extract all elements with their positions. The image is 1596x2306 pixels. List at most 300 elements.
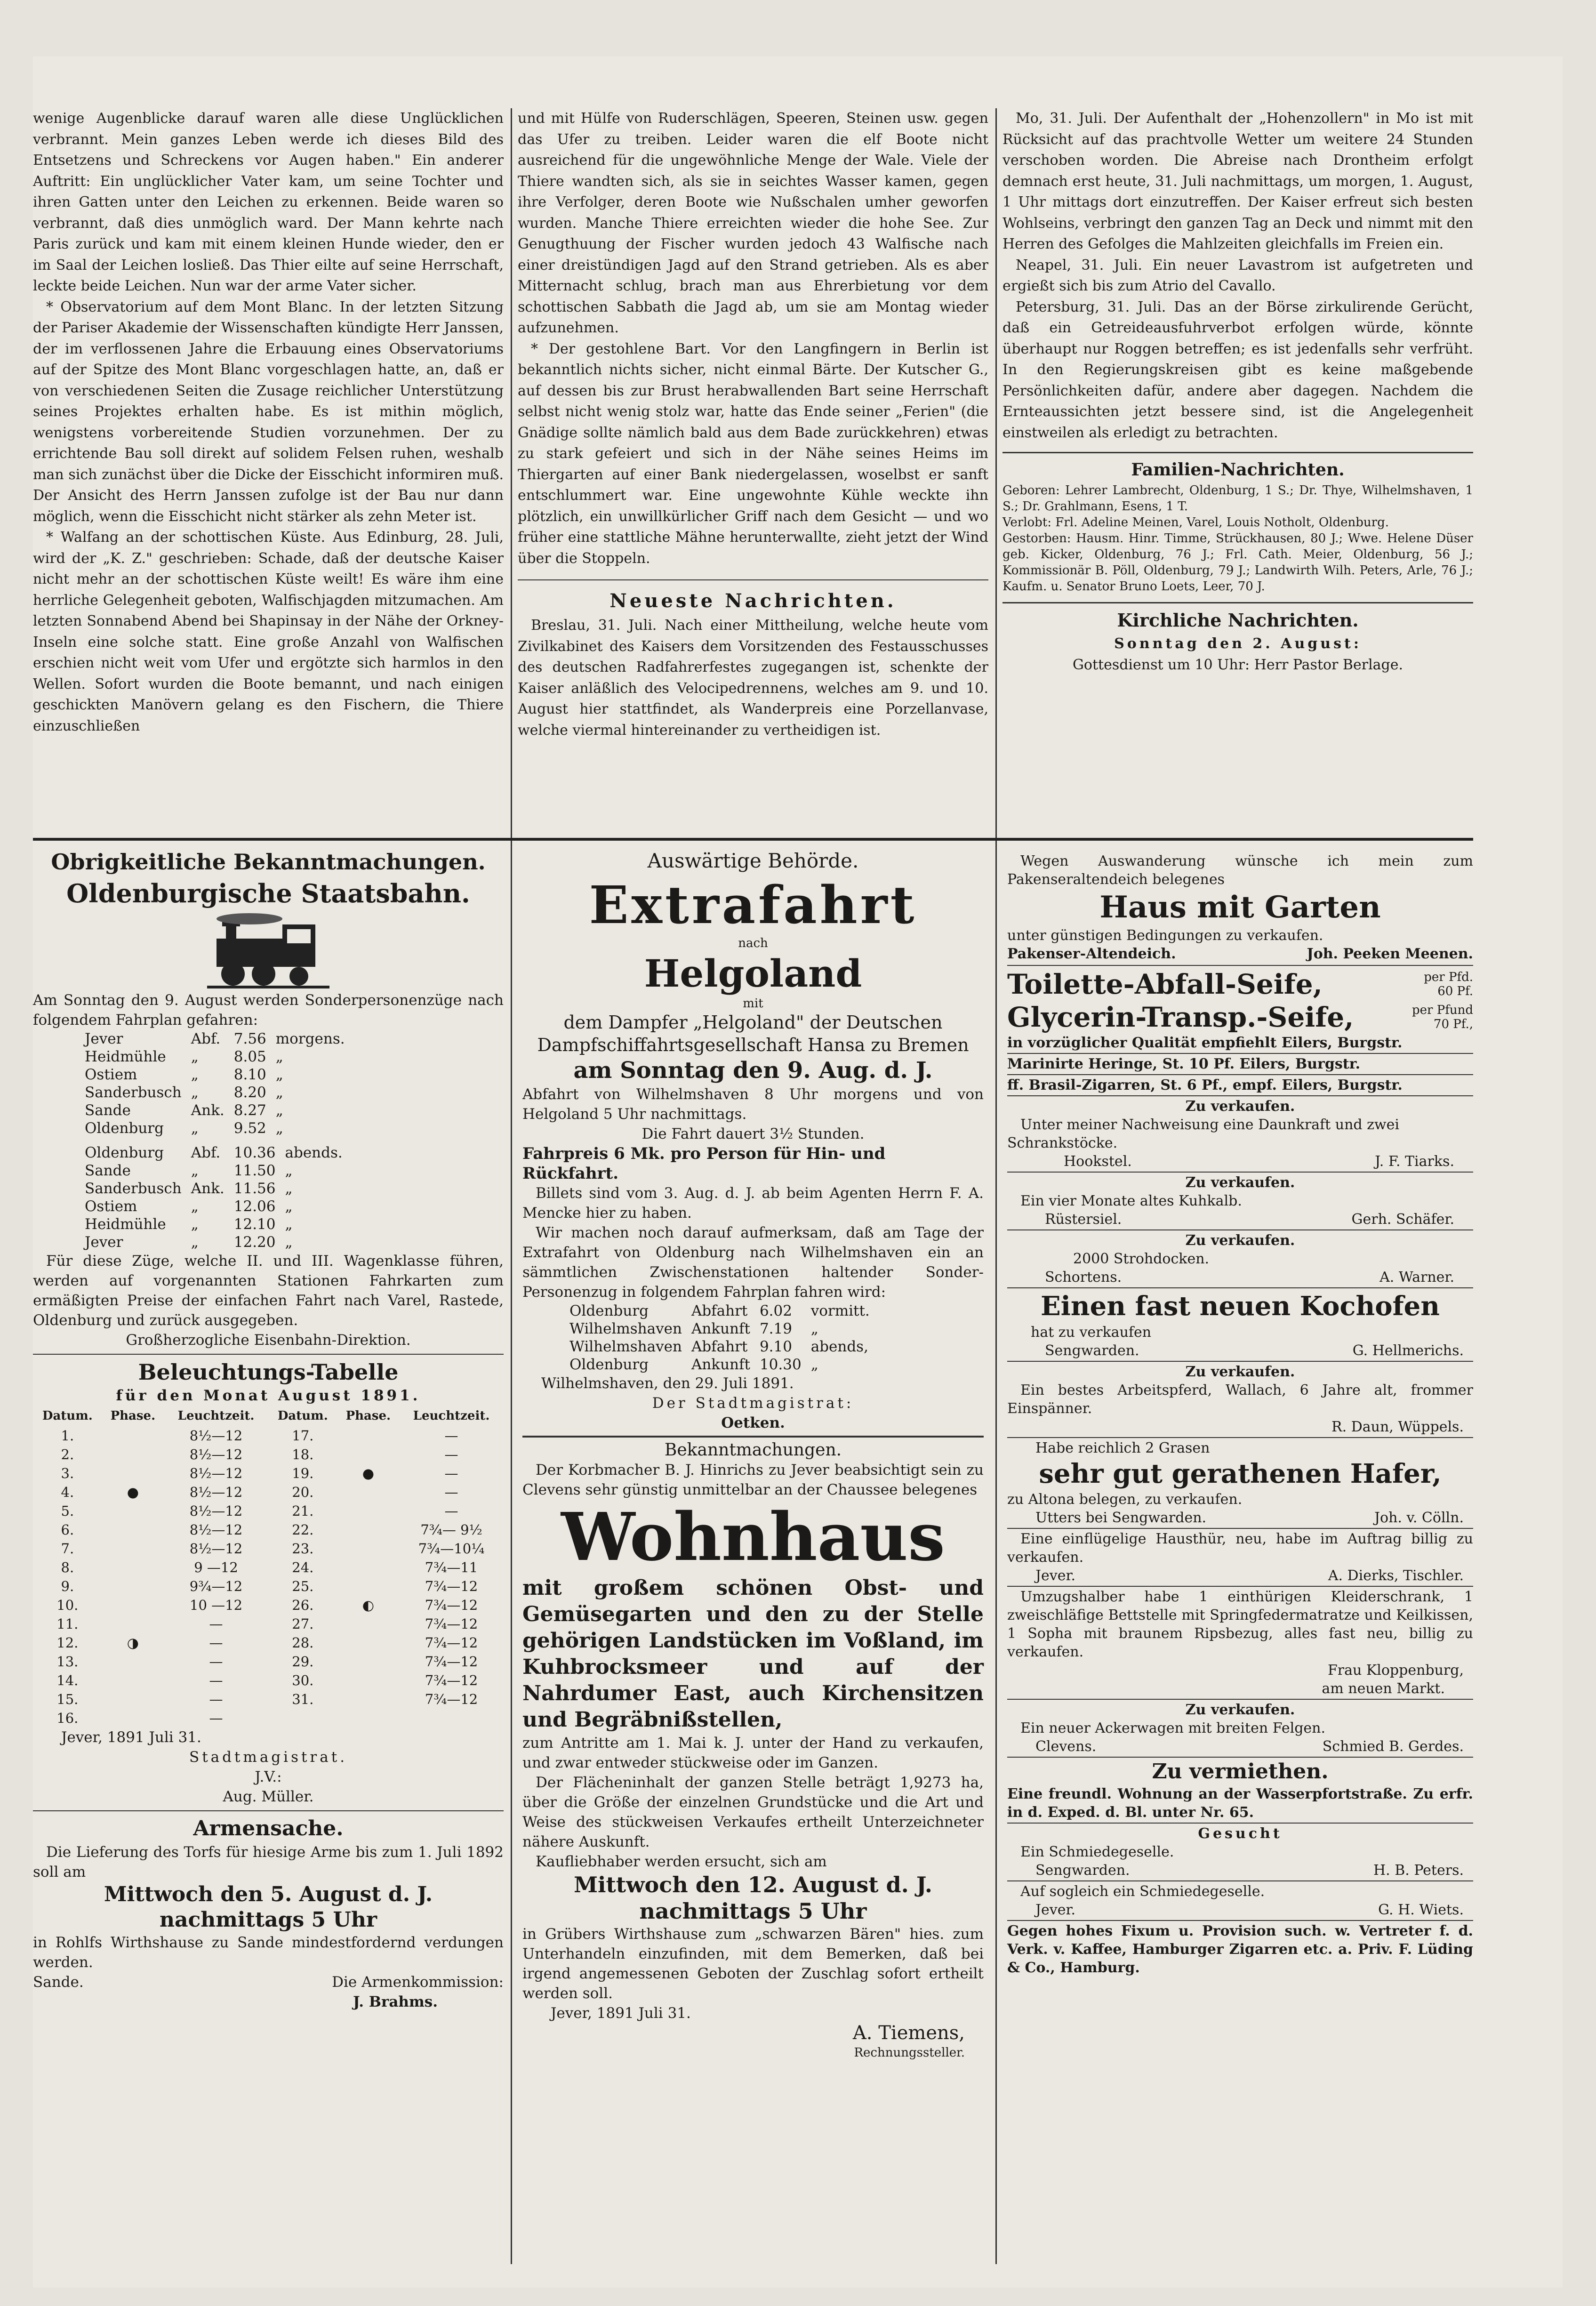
beleuchtung-row xyxy=(33,1577,504,1596)
beleuchtung-sign-1: Stadtmagistrat. xyxy=(189,1749,348,1766)
fahrplan-row xyxy=(80,1066,350,1084)
beleuchtung-row xyxy=(33,1426,504,1445)
fahrplan-cell: „ xyxy=(810,1320,818,1337)
fahrplan-row xyxy=(565,1320,874,1338)
fahrplan-cell: Heidmühle xyxy=(85,1216,166,1233)
moon-phase-icon xyxy=(102,1558,164,1577)
wohnhaus-sign-2: Rechnungssteller. xyxy=(854,2046,965,2060)
ad-title-hafer: sehr gut gerathenen Hafer, xyxy=(1039,1458,1442,1489)
section-title-kirchliche: Kirchliche Nachrichten. xyxy=(1117,610,1359,631)
beleuchtung-row xyxy=(33,1483,504,1502)
extrafahrt-nach: nach xyxy=(738,936,768,950)
ad-title-vermiethen: Zu vermiethen. xyxy=(1152,1760,1329,1784)
beleuchtung-row xyxy=(33,1709,504,1727)
beleuchtung-cell: 7. xyxy=(61,1541,74,1557)
zv3-sign: A. Warner. xyxy=(1379,1269,1454,1286)
beleuchtung-cell: 7¾—12 xyxy=(425,1654,478,1670)
fahrplan-cell: „ xyxy=(285,1198,293,1215)
fahrplan-cell: Wilhelmshaven xyxy=(569,1338,682,1355)
haustuer-text: Eine einflügelige Hausthür, neu, habe im Auftrag billig zu verkaufen. xyxy=(1007,1531,1473,1566)
zv3-text: 2000 Strohdocken. xyxy=(1073,1251,1210,1267)
beleuchtung-cell: 20. xyxy=(292,1484,314,1500)
umzug-text: Umzugshalber habe 1 einthürigen Kleiderschrank, 1 zweischläfige Bettstelle mit Springfedermatratze und Keilkissen, 1 Sopha mit braunem Ripsbezug, alles fast neu, billig zu verkaufen. xyxy=(1007,1589,1473,1660)
fahrplan-cell: Jever xyxy=(85,1030,123,1047)
ad-zigarren: ff. Brasil-Zigarren, St. 6 Pf., empf. Eilers, Burgstr. xyxy=(1007,1077,1403,1093)
familien-geboren: Geboren: Lehrer Lambrecht, Oldenburg, 1 S.; Dr. Thye, Wilhelmshaven, 1 S.; Dr. Grahlmann, Esens, 1 T. xyxy=(1003,483,1473,514)
fahrplan-cell: Abfahrt xyxy=(691,1302,748,1319)
seife-1-price: per Pfd. 60 Pf. xyxy=(1424,970,1473,998)
zv5-text: Ein neuer Ackerwagen mit breiten Felgen. xyxy=(1020,1720,1326,1736)
ad-seife-1: Toilette-Abfall-Seife, xyxy=(1007,968,1323,1000)
ges-text: Ein Schmiedegeselle. xyxy=(1020,1844,1174,1860)
fahrplan-row xyxy=(565,1302,874,1320)
beleuchtung-row xyxy=(33,1445,504,1464)
beleuchtung-cell: — xyxy=(444,1446,458,1462)
beleuchtung-cell: 7¾—11 xyxy=(425,1559,478,1575)
extrafahrt-sign-1: Der Stadtmagistrat: xyxy=(652,1395,854,1412)
fahrplan-row xyxy=(565,1356,874,1374)
beleuchtung-cell: 13. xyxy=(56,1654,79,1670)
ad-title-kochofen: Einen fast neuen Kochofen xyxy=(1040,1291,1440,1322)
fahrplan-cell: 8.10 xyxy=(233,1066,266,1083)
beleuchtung-cell: 25. xyxy=(292,1578,314,1594)
ad-title-helgoland: Helgoland xyxy=(644,951,862,996)
fahrplan-cell: 7.19 xyxy=(759,1320,792,1337)
fahrplan-table-1 xyxy=(80,1030,350,1137)
wohnhaus-kauf-2: in Grübers Wirthshause zum „schwarzen Bären" hies. zum Unterhandeln einzufinden, mit dem Bemerken, daß bei irgend angemessenen Geboten der Zuschlag sofort ertheilt werden soll. xyxy=(522,1926,984,2002)
ges2-sign: G. H. Wiets. xyxy=(1378,1902,1464,1918)
beleuchtung-header: Phase. xyxy=(345,1409,391,1423)
beleuchtung-table xyxy=(33,1406,504,1727)
beleuchtung-row xyxy=(33,1502,504,1520)
seife-2-price: per Pfund 70 Pf., xyxy=(1412,1003,1473,1031)
fahrplan-cell: 12.06 xyxy=(233,1198,276,1215)
fahrplan-row xyxy=(565,1338,874,1356)
beleuchtung-cell: 8½—12 xyxy=(189,1522,243,1538)
garten-sign: Joh. Peeken Meenen. xyxy=(1307,946,1473,962)
fahrplan-cell: 9.52 xyxy=(233,1120,266,1137)
fahrplan-row xyxy=(80,1101,350,1119)
beleuchtung-cell: 8½—12 xyxy=(189,1541,243,1557)
article-neapel: Neapel, 31. Juli. Ein neuer Lavastrom ist aufgetreten und ergießt sich bis zum Atrio del Cavallo. xyxy=(1003,257,1473,294)
extrafahrt-mit: mit xyxy=(743,996,763,1011)
extrafahrt-dampfer: dem Dampfer „Helgoland" der Deutschen Dampfschiffahrtsgesellschaft Hansa zu Bremen xyxy=(537,1012,969,1055)
moon-phase-icon: ● xyxy=(362,1465,375,1481)
beleuchtung-header: Datum. xyxy=(277,1409,328,1423)
koch-sign: G. Hellmerichs. xyxy=(1352,1342,1464,1359)
newspaper-page xyxy=(33,56,1563,2288)
fahrplan-cell: 10.36 xyxy=(233,1144,276,1161)
beleuchtung-row xyxy=(33,1596,504,1615)
fahrplan-cell: 9.10 xyxy=(759,1338,792,1355)
fahrplan-cell: „ xyxy=(285,1216,293,1233)
fahrplan-cell: 12.10 xyxy=(233,1216,276,1233)
beleuchtung-cell: 27. xyxy=(292,1616,314,1632)
hafer-sign: Joh. v. Cölln. xyxy=(1374,1510,1464,1526)
moon-phase-icon xyxy=(102,1426,164,1445)
fahrplan-cell: Sanderbusch xyxy=(85,1084,182,1101)
ges-sign: H. B. Peters. xyxy=(1373,1862,1464,1879)
familien-verlobt: Verlobt: Frl. Adeline Meinen, Varel, Louis Notholt, Oldenburg. xyxy=(1003,515,1389,530)
zv4-sign: R. Daun, Wüppels. xyxy=(1331,1419,1464,1435)
fahrplan-cell: Sande xyxy=(85,1162,131,1179)
armen-sign-2: J. Brahms. xyxy=(353,1993,438,2010)
fahrplan-cell: Oldenburg xyxy=(85,1120,164,1137)
beleuchtung-cell: 7¾—12 xyxy=(425,1597,478,1613)
seife-text: in vorzüglicher Qualität empfiehlt Eilers, Burgstr. xyxy=(1007,1035,1403,1051)
beleuchtung-cell: 16. xyxy=(56,1710,79,1726)
haustuer-place: Jever. xyxy=(1035,1567,1076,1584)
beleuchtung-cell: — xyxy=(444,1428,458,1444)
zv3-title: Zu verkaufen. xyxy=(1185,1232,1295,1249)
moon-phase-icon xyxy=(337,1633,399,1652)
moon-phase-icon xyxy=(337,1445,399,1464)
fahrplan-cell: „ xyxy=(191,1234,199,1251)
zv2-text: Ein vier Monate altes Kuhkalb. xyxy=(1020,1193,1242,1209)
fahrplan-row xyxy=(80,1048,350,1066)
moon-phase-icon xyxy=(337,1709,399,1727)
beleuchtung-cell: 8½—12 xyxy=(189,1503,243,1519)
beleuchtung-row xyxy=(33,1671,504,1690)
ad-title-armensache: Armensache. xyxy=(193,1816,344,1840)
article-text: wenige Augenblicke darauf waren alle diese Unglücklichen verbrannt. Mein ganzes Leben werde ich dieses Bild des Entsetzens und Schreckens vor Augen haben." Ein anderer Auftritt: Ein unglücklicher Vater kam, um seine Tochter und ihren Gatten unter den Leichen zu erkennen. Beide waren so verbrannt, daß dies unmöglich ward. Der Mann kehrte nach Paris zurück und kam mit einem kleinen Hunde wieder, den er im Saal der Leichen losließ. Das Thier eilte auf seine Herrschaft, leckte beide Leichen. Nun war der arme Vater sicher. xyxy=(33,110,504,294)
fahrplan-row xyxy=(80,1180,347,1197)
beleuchtung-cell: 29. xyxy=(292,1654,314,1670)
fahrplan-row xyxy=(80,1119,350,1137)
beleuchtung-cell xyxy=(268,1709,337,1727)
moon-phase-icon: ◐ xyxy=(362,1597,375,1613)
beleuchtung-cell: 7¾—12 xyxy=(425,1578,478,1594)
zv1-title: Zu verkaufen. xyxy=(1185,1098,1295,1115)
extrafahrt-billets: Billets sind vom 3. Aug. d. J. ab beim Agenten Herrn F. A. Mencke hier zu haben. xyxy=(522,1185,984,1221)
moon-phase-icon xyxy=(337,1558,399,1577)
zv5-sign: Schmied B. Gerdes. xyxy=(1322,1738,1464,1755)
garten-text-2: unter günstigen Bedingungen zu verkaufen. xyxy=(1007,927,1323,944)
beleuchtung-cell xyxy=(399,1709,504,1727)
beleuchtung-cell: 8½—12 xyxy=(189,1446,243,1462)
beleuchtung-cell: 14. xyxy=(56,1672,79,1688)
fahrplan-note: Für diese Züge, welche II. und III. Wagenklasse führen, werden auf vorgenannten Stationen Fahrkarten zum ermäßigten Preise der einfachen Fahrt nach Varel, Rastede, Oldenburg und zurück ausgegeben. xyxy=(33,1253,504,1329)
beleuchtung-cell: 23. xyxy=(292,1541,314,1557)
beleuchtung-cell: 8½—12 xyxy=(189,1465,243,1481)
umzug-sign-1: Frau Kloppenburg, xyxy=(1327,1662,1464,1679)
moon-phase-icon xyxy=(337,1671,399,1690)
beleuchtung-cell: — xyxy=(444,1484,458,1500)
verm-text: Eine freundl. Wohnung an der Wasserpfortstraße. Zu erfr. in d. Exped. d. Bl. unter Nr. 65. xyxy=(1007,1786,1473,1821)
article-walfang: * Walfang an der schottischen Küste. Aus Edinburg, 28. Juli, wird der „K. Z." geschrieben: Schade, daß der deutsche Kaiser nicht mehr an der schottischen Küste weilt! Es wäre ihm eine herrliche Gelegenheit geboten, Walfischjagden mitzumachen. Am letzten Sonnabend Abend bei Shapinsay in der Nähe der Orkney-Inseln eine solche statt. Eine große Anzahl von Walfischen erschien nicht weit vom Ufer und ergötzte sich harmlos in den Wellen. Sofort wurden die Boote bemannt, und nach einigen geschickten Manövern gelang es den Fischern, die Thiere einzuschließen xyxy=(33,529,504,734)
ad-heringe: Marinirte Heringe, St. 10 Pf. Eilers, Burgstr. xyxy=(1007,1056,1361,1072)
ads-column-2 xyxy=(522,847,984,2063)
fahrplan-cell: Oldenburg xyxy=(569,1356,649,1373)
beleuchtung-cell: 21. xyxy=(292,1503,314,1519)
beleuchtung-cell: 9¾—12 xyxy=(189,1578,243,1594)
umzug-sign-2: am neuen Markt. xyxy=(1322,1680,1445,1697)
wohnhaus-kauf: Kaufliebhaber werden ersucht, sich am xyxy=(536,1853,827,1870)
locomotive-icon xyxy=(198,910,339,990)
beleuchtung-header: Phase. xyxy=(110,1409,156,1423)
article-column-2 xyxy=(518,108,988,741)
fahrplan-cell: 7.56 xyxy=(233,1030,266,1047)
article-breslau: Breslau, 31. Juli. Nach einer Mittheilung, welche heute vom Zivilkabinet des Kaisers dem Vorsitzenden des Festausschusses des deutschen Radfahrerfestes zugegangen ist, schenkte der Kaiser anläßlich des Velocipedrennens, welches am 9. und 10. August hier stattfindet, als Wanderpreis eine Porzellanvase, welche viermal hintereinander zu vertheidigen ist. xyxy=(518,617,988,739)
beleuchtung-cell: 22. xyxy=(292,1522,314,1538)
moon-phase-icon xyxy=(102,1502,164,1520)
fahrplan-cell: Oldenburg xyxy=(569,1302,649,1319)
wohnhaus-antritt: zum Antritte am 1. Mai k. J. unter der Hand zu verkaufen, und zwar entweder stückweise oder im Ganzen. xyxy=(522,1735,984,1771)
beleuchtung-cell: 10. xyxy=(56,1597,79,1613)
beleuchtung-cell: — xyxy=(209,1672,223,1688)
extrafahrt-sign-2: Oetken. xyxy=(721,1414,785,1431)
ad-head-auswaertig: Auswärtige Behörde. xyxy=(647,849,859,872)
zv1-sign: J. F. Tiarks. xyxy=(1375,1153,1454,1170)
beleuchtung-cell: 5. xyxy=(61,1503,74,1519)
beleuchtung-row xyxy=(33,1520,504,1539)
beleuchtung-cell: 28. xyxy=(292,1635,314,1651)
extrafahrt-abfahrt: Abfahrt von Wilhelmshaven 8 Uhr morgens und von Helgoland 5 Uhr nachmittags. xyxy=(522,1086,984,1123)
beleuchtung-cell: 3. xyxy=(61,1465,74,1481)
kirchliche-line2: Gottesdienst um 10 Uhr: Herr Pastor Berlage. xyxy=(1072,656,1404,673)
fahrplan-cell: „ xyxy=(275,1048,283,1065)
fahrplan-row xyxy=(80,1233,347,1251)
beleuchtung-cell: 8½—12 xyxy=(189,1484,243,1500)
beleuchtung-cell: 7¾— 9½ xyxy=(420,1522,482,1538)
vertreter-text: Gegen hohes Fixum u. Provision such. w. Vertreter f. d. Verk. v. Kaffee, Hamburger Zigarren etc. a. Priv. F. Lüding & Co., Hamburg. xyxy=(1007,1923,1473,1976)
wohnhaus-text: mit großem schönen Obst- und Gemüsegarten und den zu der Stelle gehörigen Landstücken im Voßland, im Kuhbrocksmeer und auf der Nahrdumer East, auch Kirchensitzen und Begräbnißstellen, xyxy=(522,1576,984,1732)
fahrplan-cell: „ xyxy=(191,1216,199,1233)
beleuchtung-cell: 2. xyxy=(61,1446,74,1462)
garten-text: Wegen Auswanderung wünsche ich mein zum Pakenseraltendeich belegenes xyxy=(1007,853,1473,888)
extrafahrt-date: am Sonntag den 9. Aug. d. J. xyxy=(573,1057,933,1084)
fahrplan-cell: Jever xyxy=(85,1234,123,1251)
fahrplan-cell: „ xyxy=(275,1084,283,1101)
fahrplan-cell: „ xyxy=(285,1162,293,1179)
beleuchtung-cell: 8. xyxy=(61,1559,74,1575)
beleuchtung-row xyxy=(33,1690,504,1709)
moon-phase-icon xyxy=(102,1520,164,1539)
familien-gestorben: Gestorben: Hausm. Hinr. Timme, Strückhausen, 80 J.; Wwe. Helene Düser geb. Kicker, Oldenburg, 76 J.; Frl. Cath. Meier, Oldenburg, 56 J.; Kommissionär B. Pöll, Oldenburg, 79 J.; Landwirth Wilh. Peters, Arle, 76 J.; Kaufm. u. Senator Bruno Loets, Leer, 70 J. xyxy=(1003,531,1473,594)
beleuchtung-cell: — xyxy=(444,1503,458,1519)
armen-sign-1: Die Armenkommission: xyxy=(332,1974,504,1991)
section-title-neueste: Neueste Nachrichten. xyxy=(610,590,897,612)
fahrplan-cell: Abf. xyxy=(191,1144,221,1161)
fahrplan-cell: „ xyxy=(275,1120,283,1137)
fahrplan-cell: 11.50 xyxy=(233,1162,276,1179)
article-column-3 xyxy=(1003,108,1473,675)
fahrplan-cell: „ xyxy=(810,1356,818,1373)
beleuchtung-sub: für den Monat August 1891. xyxy=(116,1387,421,1404)
fahrplan-cell: Abfahrt xyxy=(691,1338,748,1355)
beleuchtung-row xyxy=(33,1652,504,1671)
hafer-place: Utters bei Sengwarden. xyxy=(1035,1510,1207,1526)
beleuchtung-cell: 7¾—12 xyxy=(425,1691,478,1707)
fahrplan-cell: vormitt. xyxy=(810,1302,870,1319)
beleuchtung-cell: — xyxy=(209,1616,223,1632)
fahrplan-cell: 10.30 xyxy=(759,1356,802,1373)
beleuchtung-sign-3: Aug. Müller. xyxy=(223,1788,314,1805)
beleuchtung-cell: 6. xyxy=(61,1522,74,1538)
beleuchtung-cell: 7¾—12 xyxy=(425,1616,478,1632)
zv2-title: Zu verkaufen. xyxy=(1185,1174,1295,1191)
ad-seife-2: Glycerin-Transp.-Seife, xyxy=(1007,1001,1354,1033)
fahrplan-cell: „ xyxy=(191,1120,199,1137)
fahrplan-sign: Großherzogliche Eisenbahn-Direktion. xyxy=(126,1332,411,1349)
fahrplan-cell: 6.02 xyxy=(759,1302,792,1319)
moon-phase-icon xyxy=(102,1445,164,1464)
fahrplan-cell: Abf. xyxy=(191,1030,221,1047)
article-text: und mit Hülfe von Ruderschlägen, Speeren, Steinen usw. gegen das Ufer zu treiben. Leider waren die elf Boote nicht ausreichend für die ungewöhnliche Menge der Wale. Viele der Thiere wandten sich, als sie in seichtes Wasser kamen, gegen ihre Verfolger, deren Boote wie Nußschalen umher geworfen wurden. Manche Thiere erreichten wieder die hohe See. Zur Genugthuung der Fischer wurden jedoch 43 Walfische nach einer dreistündigen Jagd auf den Strand getrieben. Als es aber Mitternacht schlug, brach man aus Ehrerbietung vor dem schottischen Sabbath die Jagd ab, um sie am Montag wieder aufzunehmen. xyxy=(518,110,988,336)
ad-title-wohnhaus: Wohnhaus xyxy=(561,1499,945,1576)
beleuchtung-cell: 18. xyxy=(292,1446,314,1462)
moon-phase-icon xyxy=(337,1483,399,1502)
wohnhaus-flaeche: Der Flächeninhalt der ganzen Stelle beträgt 1,9273 ha, über die Größe der einzelnen Grundstücke und die Art und Weise des stückweisen Verkaufes ertheilt Unterzeichneter nähere Auskunft. xyxy=(522,1774,984,1850)
beleuchtung-cell: — xyxy=(209,1654,223,1670)
beleuchtung-row xyxy=(33,1558,504,1577)
fahrplan-row xyxy=(80,1084,350,1101)
fahrplan-cell: „ xyxy=(285,1180,293,1197)
armen-text-2: in Rohlfs Wirthshause zu Sande mindestfordernd verdungen werden. xyxy=(33,1934,504,1971)
fahrplan-row xyxy=(80,1144,347,1162)
moon-phase-icon xyxy=(102,1596,164,1615)
wohnhaus-date: Jever, 1891 Juli 31. xyxy=(551,2005,691,2022)
fahrplan-row xyxy=(80,1197,347,1215)
beleuchtung-cell: 31. xyxy=(292,1691,314,1707)
hafer-text: Habe reichlich 2 Grasen xyxy=(1035,1440,1210,1456)
fahrplan-cell: Oldenburg xyxy=(85,1144,164,1161)
beleuchtung-cell: — xyxy=(209,1691,223,1707)
beleuchtung-cell: 1. xyxy=(61,1428,74,1444)
fahrplan-cell: Ostiem xyxy=(85,1198,137,1215)
fahrplan-cell: „ xyxy=(275,1102,283,1119)
beleuchtung-row xyxy=(33,1615,504,1633)
fahrplan-cell: Ankunft xyxy=(691,1356,750,1373)
ges2-place: Jever. xyxy=(1035,1902,1076,1918)
beleuchtung-cell: 7¾—12 xyxy=(425,1672,478,1688)
beleuchtung-row xyxy=(33,1464,504,1483)
moon-phase-icon xyxy=(102,1709,164,1727)
fahrplan-row xyxy=(80,1215,347,1233)
fahrplan-cell: Ank. xyxy=(191,1180,225,1197)
fahrplan-cell: „ xyxy=(191,1198,199,1215)
beleuchtung-cell: 9. xyxy=(61,1578,74,1594)
fahrplan-cell: morgens. xyxy=(275,1030,345,1047)
moon-phase-icon xyxy=(337,1577,399,1596)
moon-phase-icon xyxy=(337,1652,399,1671)
moon-phase-icon xyxy=(337,1426,399,1445)
beleuchtung-cell: 15. xyxy=(56,1691,79,1707)
beleuchtung-cell: 30. xyxy=(292,1672,314,1688)
fahrplan-cell: Wilhelmshaven xyxy=(569,1320,682,1337)
ges-title: Gesucht xyxy=(1198,1825,1283,1842)
extrafahrt-dauer: Die Fahrt dauert 3½ Stunden. xyxy=(642,1125,865,1142)
ges2-text: Auf sogleich ein Schmiedegeselle. xyxy=(1020,1883,1265,1900)
moon-phase-icon xyxy=(102,1577,164,1596)
armen-place: Sande. xyxy=(33,1974,84,1991)
beleuchtung-header: Leuchtzeit. xyxy=(177,1409,255,1423)
zv5-title: Zu verkaufen. xyxy=(1185,1702,1295,1718)
garten-place: Pakenser-Altendeich. xyxy=(1007,946,1176,962)
ad-title-extrafahrt: Extrafahrt xyxy=(589,875,917,935)
article-observatorium: * Observatorium auf dem Mont Blanc. In der letzten Sitzung der Pariser Akademie der Wissenschaften kündigte Herr Janssen, der im verflossenen Jahre die Erbauung eines Observatoriums auf der Spitze des Mont Blanc vorgeschlagen hatte, an, daß er von verschiedenen Seiten die Zusage reichlicher Unterstützung seines Projektes erhalten habe. Es ist mithin möglich, wenigstens vorbereitende Studien vorzunehmen. Der zu errichtende Bau soll direkt auf solidem Felsen ruhen, weshalb man sich zunächst über die Dicke der Eisschicht informiren muß. Der Ansicht des Herrn Janssen zufolge ist der Bau nur dann möglich, wenn die Eisschicht nicht stärker als zehn Meter ist. xyxy=(33,298,504,525)
beleuchtung-cell: 9 —12 xyxy=(194,1559,238,1575)
ad-title-bekanntmachungen: Bekanntmachungen. xyxy=(664,1440,842,1460)
fahrplan-cell: Ankunft xyxy=(691,1320,750,1337)
zv3-place: Schortens. xyxy=(1045,1269,1122,1286)
moon-phase-icon xyxy=(102,1539,164,1558)
extrafahrt-preis: Fahrpreis 6 Mk. pro Person für Hin- und Rückfahrt. xyxy=(522,1144,886,1183)
fahrplan-table-2 xyxy=(80,1144,347,1251)
extrafahrt-fahrplan xyxy=(565,1302,874,1374)
fahrplan-cell: „ xyxy=(191,1084,199,1101)
moon-phase-icon xyxy=(102,1615,164,1633)
moon-phase-icon xyxy=(337,1539,399,1558)
wohnhaus-sign-1: A. Tiemens, xyxy=(852,2022,965,2044)
beleuchtung-cell: 8½—12 xyxy=(189,1428,243,1444)
article-mo: Mo, 31. Juli. Der Aufenthalt der „Hohenzollern" in Mo ist mit Rücksicht auf das prachtvolle Wetter um weitere 24 Stunden verschoben worden. Die Abreise nach Drontheim erfolgt demnach erst heute, 31. Juli nachmittags, um morgen, 1. August, 1 Uhr mittags dort einzutreffen. Der Kaiser erfreut sich besten Wohlseins, verbringt den ganzen Tag an Deck und nimmt mit den Herren des Gefolges die Mahlzeiten gleichfalls im Freien ein. xyxy=(1003,110,1473,252)
beleuchtung-header: Leuchtzeit. xyxy=(413,1409,490,1423)
moon-phase-icon xyxy=(337,1690,399,1709)
zv1-place: Hookstel. xyxy=(1064,1153,1132,1170)
beleuchtung-sign-2: J.V.: xyxy=(255,1768,282,1785)
fahrplan-cell: Ostiem xyxy=(85,1066,137,1083)
armen-text: Die Lieferung des Torfs für hiesige Arme bis zum 1. Juli 1892 soll am xyxy=(33,1844,504,1880)
fahrplan-cell: abends, xyxy=(810,1338,868,1355)
fahrplan-cell: Sande xyxy=(85,1102,131,1119)
extrafahrt-datum: Wilhelmshaven, den 29. Juli 1891. xyxy=(541,1375,794,1392)
fahrplan-cell: 8.27 xyxy=(233,1102,266,1119)
moon-phase-icon: ◑ xyxy=(127,1635,139,1651)
fahrplan-cell: „ xyxy=(275,1066,283,1083)
fahrplan-cell: Heidmühle xyxy=(85,1048,166,1065)
beleuchtung-row xyxy=(33,1539,504,1558)
fahrplan-cell: „ xyxy=(191,1162,199,1179)
fahrplan-cell: 11.56 xyxy=(233,1180,276,1197)
zv2-sign: Gerh. Schäfer. xyxy=(1351,1211,1454,1228)
ges-place: Sengwarden. xyxy=(1035,1862,1130,1879)
fahrplan-cell: Sanderbusch xyxy=(85,1180,182,1197)
fahrplan-cell: 8.05 xyxy=(233,1048,266,1065)
beleuchtung-cell: 10 —12 xyxy=(190,1597,243,1613)
fahrplan-cell: Ank. xyxy=(191,1102,225,1119)
beleuchtung-cell: 11. xyxy=(56,1616,79,1632)
moon-phase-icon xyxy=(102,1690,164,1709)
beleuchtung-cell: — xyxy=(209,1635,223,1651)
fahrplan-cell: 12.20 xyxy=(233,1234,276,1251)
beleuchtung-cell: 4. xyxy=(61,1484,74,1500)
fahrplan-row xyxy=(80,1162,347,1180)
zv1-text: Unter meiner Nachweisung eine Daunkraft und zwei Schrankstöcke. xyxy=(1007,1117,1399,1151)
beleuchtung-cell: 19. xyxy=(292,1465,314,1481)
wohnhaus-kauf-date: Mittwoch den 12. August d. J. nachmittags 5 Uhr xyxy=(574,1872,932,1924)
fahrplan-intro: Am Sonntag den 9. August werden Sonderpersonenzüge nach folgendem Fahrplan gefahren: xyxy=(33,992,504,1028)
koch-place: Sengwarden. xyxy=(1045,1342,1139,1359)
beleuchtung-cell: — xyxy=(444,1465,458,1481)
article-petersburg: Petersburg, 31. Juli. Das an der Börse zirkulirende Gerücht, daß ein Getreideausfuhrverbot erfolgen würde, könnte überhaupt nur Roggen betreffen; es ist jedenfalls sehr verfrüht. In den Regierungskreisen gibt es keine maßgebende Persönlichkeiten dafür, andere aber dagegen. Nachdem die Ernteaussichten jetzt bessere sind, ist die Angelegenheit einstweilen als erledigt zu betrachten. xyxy=(1003,298,1473,441)
beleuchtung-cell: — xyxy=(209,1710,223,1726)
ad-title-staatsbahn: Oldenburgische Staatsbahn. xyxy=(66,878,470,908)
extrafahrt-hinweis: Wir machen noch darauf aufmerksam, daß am Tage der Extrafahrt von Oldenburg nach Wilhelmshaven ein an sämmtlichen Zwischenstationen haltender Sonder-Personenzug in folgendem Fahrplan fahren wird: xyxy=(522,1224,984,1301)
fahrplan-cell: abends. xyxy=(285,1144,343,1161)
moon-phase-icon xyxy=(337,1520,399,1539)
beleuchtung-cell: 24. xyxy=(292,1559,314,1575)
zv2-place: Rüstersiel. xyxy=(1045,1211,1122,1228)
beleuchtung-cell: 7¾—10¼ xyxy=(418,1541,485,1557)
ads-column-1 xyxy=(33,847,504,2012)
beleuchtung-cell: 17. xyxy=(292,1428,314,1444)
beleuchtung-row xyxy=(33,1633,504,1652)
moon-phase-icon xyxy=(337,1615,399,1633)
beleuchtung-header: Datum. xyxy=(42,1409,93,1423)
hafer-text-2: zu Altona belegen, zu verkaufen. xyxy=(1007,1491,1243,1508)
beleuchtung-date: Jever, 1891 Juli 31. xyxy=(61,1729,201,1746)
